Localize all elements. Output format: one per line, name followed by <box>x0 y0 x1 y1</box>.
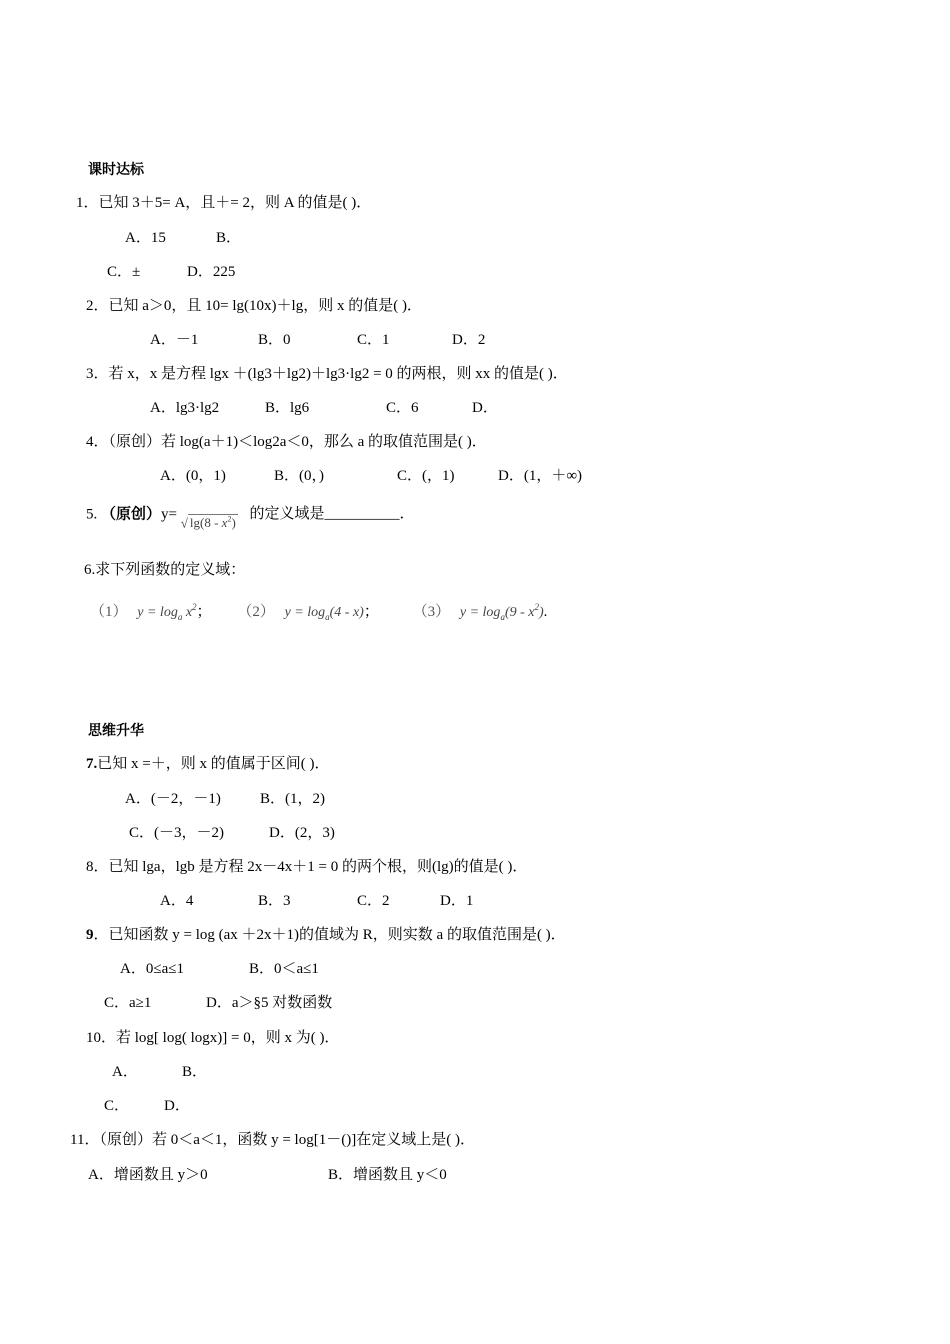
question-9-option-a: A．0≤a≤1 <box>120 961 184 977</box>
question-6-stem: 6.求下列函数的定义域： <box>84 562 246 578</box>
question-1-option-a: A．15 <box>125 230 166 246</box>
question-3-stem: 3．若 x，x 是方程 lgx ＋(lg3＋lg2)＋lg3·lg2 = 0 的两根，则 xx 的值是( )． <box>86 366 568 382</box>
part-3-formula <box>459 602 544 622</box>
question-10-option-d: D． <box>164 1098 190 1114</box>
question-1-option-c: C．± <box>107 264 141 280</box>
question-9-option-d: D．a＞§5 对数函数 <box>206 995 333 1011</box>
question-7 <box>86 754 329 774</box>
question-7-stem: 已知 x =＋，则 x 的值属于区间( )． <box>97 756 330 772</box>
question-8-option-b: B．3 <box>258 893 291 909</box>
question-10-stem: 10．若 log[ log( logx)] = 0，则 x 为( )． <box>86 1030 340 1046</box>
part-3-arg: (9 - x <box>504 605 535 620</box>
question-1-option-d: D．225 <box>187 264 236 280</box>
question-7-option-a: A．(－2，－1) <box>125 791 221 807</box>
part-2-base: a <box>325 612 330 622</box>
part-3-exp: 2 <box>534 602 539 612</box>
section-title-1: 课时达标 <box>88 162 144 178</box>
question-5-suffix: 的定义域是__________． <box>249 506 415 523</box>
question-8-option-a: A．4 <box>160 893 194 909</box>
question-11-stem: 11．（原创）若 0＜a＜1，函数 y = log[1－()]在定义域上是( )． <box>70 1132 475 1148</box>
question-8-stem: 8．已知 lga，lgb 是方程 2x－4x＋1 = 0 的两个根，则(lg)的值是( )． <box>86 859 528 875</box>
question-8-option-c: C．2 <box>357 893 390 909</box>
part-1-end: ； <box>196 604 212 620</box>
question-2-option-c: C．1 <box>357 332 390 348</box>
question-5-prefix: y= <box>161 506 177 523</box>
radicand-exponent: 2 <box>227 515 232 524</box>
question-7-number: 7. <box>86 756 98 772</box>
question-4-option-c: C．(，1) <box>397 468 455 484</box>
part-1-label: （1） <box>90 604 128 620</box>
part-3-base: a <box>500 612 505 622</box>
part-2-log: y = log <box>284 605 326 620</box>
question-9-stem: ．已知函数 y = log (ax ＋2x＋1)的值域为 R，则实数 a 的取值范围是( )． <box>93 927 566 943</box>
part-1-log: y = log <box>137 605 178 620</box>
part-3-close: ) <box>538 605 544 620</box>
question-6-parts <box>90 597 547 627</box>
radicand-variable: x <box>221 515 228 531</box>
part-3-end: . <box>543 604 548 620</box>
question-9 <box>86 925 566 945</box>
question-10-option-b: B． <box>182 1064 208 1080</box>
part-2-label: （2） <box>237 604 275 620</box>
question-4-stem: 4．（原创）若 log(a＋1)＜log2a＜0，那么 a 的取值范围是( )． <box>86 434 487 450</box>
question-7-option-d: D．(2，3) <box>269 825 335 841</box>
part-1-base: a <box>177 612 183 622</box>
question-9-number: 9 <box>86 927 94 943</box>
question-3-option-c: C．6 <box>386 400 419 416</box>
question-10-option-a: A． <box>112 1064 138 1080</box>
question-7-option-c: C．(－3，－2) <box>129 825 224 841</box>
question-1-stem: 1．已知 3＋5= A，且＋= 2，则 A 的值是( )． <box>76 195 372 211</box>
question-2-stem: 2．已知 a＞0，且 10= lg(10x)＋lg，则 x 的值是( )． <box>86 298 422 314</box>
part-1-exp: 2 <box>192 602 197 612</box>
question-2-option-a: A．－1 <box>150 332 199 348</box>
question-4-option-b: B．(0，) <box>274 468 324 484</box>
question-8-option-d: D．1 <box>440 893 474 909</box>
part-1-formula <box>137 602 197 622</box>
question-10-option-c: C． <box>104 1098 130 1114</box>
radicand-close: ) <box>231 515 236 531</box>
question-9-option-c: C．a≥1 <box>104 995 152 1011</box>
question-4-option-d: D．(1，＋∞) <box>498 468 583 484</box>
question-11-option-a: A．增函数且 y＞0 <box>88 1167 208 1183</box>
question-5-tag: （原创） <box>101 506 162 523</box>
question-3-option-b: B．lg6 <box>265 400 310 416</box>
question-5-number: 5. <box>86 506 98 523</box>
question-2-option-d: D．2 <box>452 332 486 348</box>
part-3-log: y = log <box>459 605 501 620</box>
question-9-option-b: B．0＜a≤1 <box>249 961 319 977</box>
part-2-end: ； <box>363 604 379 620</box>
question-7-option-b: B．(1，2) <box>260 791 325 807</box>
question-2-option-b: B．0 <box>258 332 291 348</box>
part-3-label: （3） <box>412 604 451 620</box>
question-5 <box>86 501 415 531</box>
part-2-formula <box>285 605 364 620</box>
question-11-option-b: B．增函数且 y＜0 <box>328 1167 447 1183</box>
radicand-text: lg(8 - <box>189 515 222 531</box>
part-1-arg: x <box>182 605 193 620</box>
part-2-arg: (4 - x) <box>329 605 364 620</box>
question-1-option-b: B． <box>216 230 242 246</box>
sqrt-radicand <box>188 514 238 530</box>
question-4-option-a: A．(0，1) <box>160 468 226 484</box>
sqrt-expression: √ $\lg(8 - x^2)$ <box>180 515 236 531</box>
question-3-option-a: A．lg3·lg2 <box>150 400 220 416</box>
section-title-2: 思维升华 <box>88 723 144 739</box>
question-3-option-d: D． <box>472 400 498 416</box>
